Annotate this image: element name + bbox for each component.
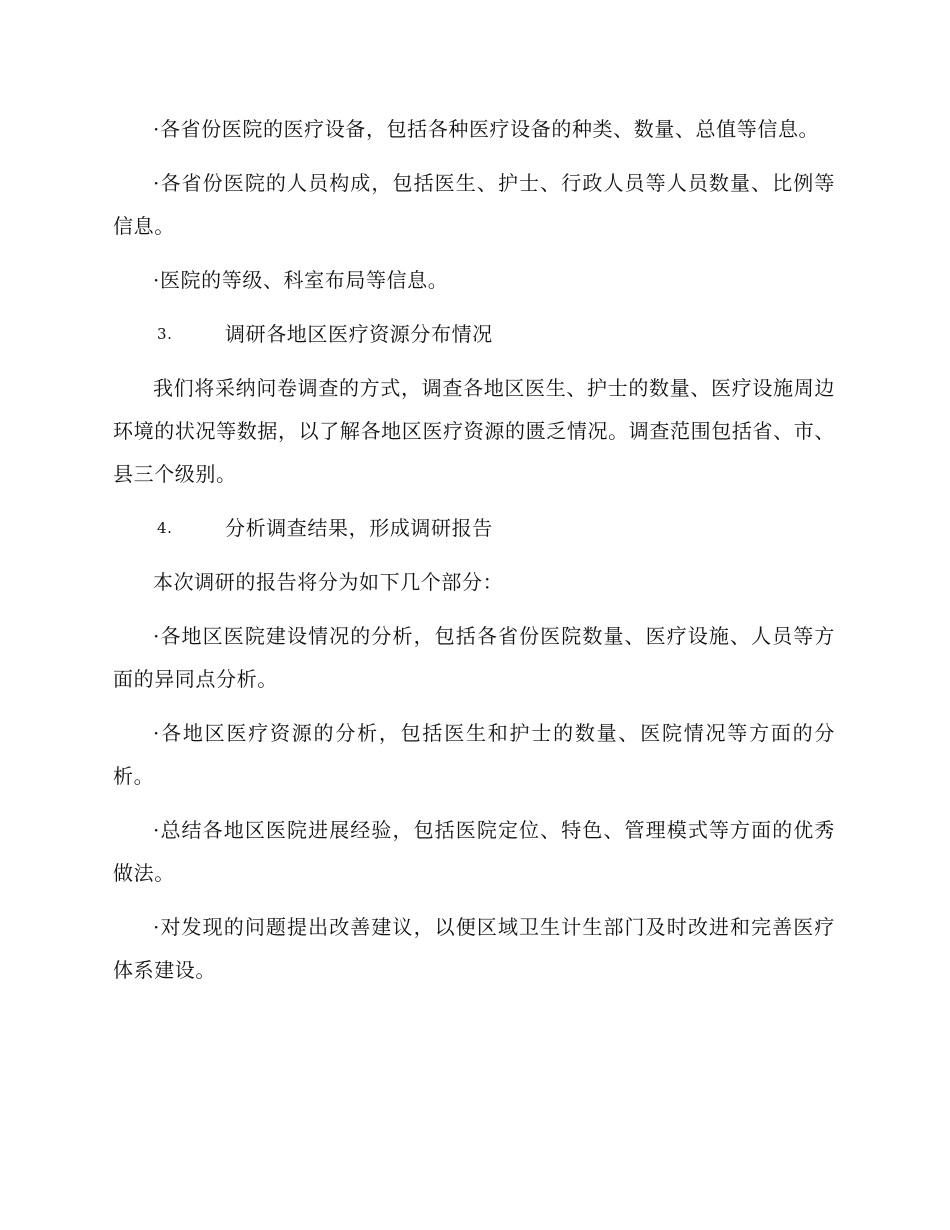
document-body bbox=[113, 108, 835, 992]
section-heading-4 bbox=[113, 507, 835, 550]
bullet-experience-summary: ·总结各地区医院进展经验，包括医院定位、特色、管理模式等方面的优秀做法。 bbox=[113, 818, 835, 885]
survey-method-paragraph: 我们将采纳问卷调查的方式，调查各地区医生、护士的数量、医疗设施周边环境的状况等数据，以了解各地区医疗资源的匮乏情况。调查范围包括省、市、县三个级别。 bbox=[113, 376, 835, 486]
bullet-construction-analysis: ·各地区医院建设情况的分析，包括各省份医院数量、医疗设施、人员等方面的异同点分析。 bbox=[113, 624, 835, 691]
report-intro-paragraph: 本次调研的报告将分为如下几个部分： bbox=[153, 570, 504, 594]
section-title-4: 分析调查结果，形成调研报告 bbox=[225, 516, 493, 540]
bullet-resource-analysis: ·各地区医疗资源的分析，包括医生和护士的数量、医院情况等方面的分析。 bbox=[113, 721, 835, 788]
bullet-improvement-suggestions: ·对发现的问题提出改善建议，以便区域卫生计生部门及时改进和完善医疗体系建设。 bbox=[113, 915, 835, 982]
section-heading-3 bbox=[113, 313, 835, 356]
section-title-3: 调研各地区医疗资源分布情况 bbox=[225, 322, 493, 346]
bullet-medical-equipment: ·各省份医院的医疗设备，包括各种医疗设备的种类、数量、总值等信息。 bbox=[153, 117, 820, 141]
bullet-hospital-level: ·医院的等级、科室布局等信息。 bbox=[153, 268, 449, 292]
section-number-4: 4. bbox=[157, 519, 173, 537]
bullet-staff-composition: ·各省份医院的人员构成，包括医生、护士、行政人员等人员数量、比例等信息。 bbox=[113, 171, 835, 238]
section-number-3: 3. bbox=[157, 325, 173, 343]
